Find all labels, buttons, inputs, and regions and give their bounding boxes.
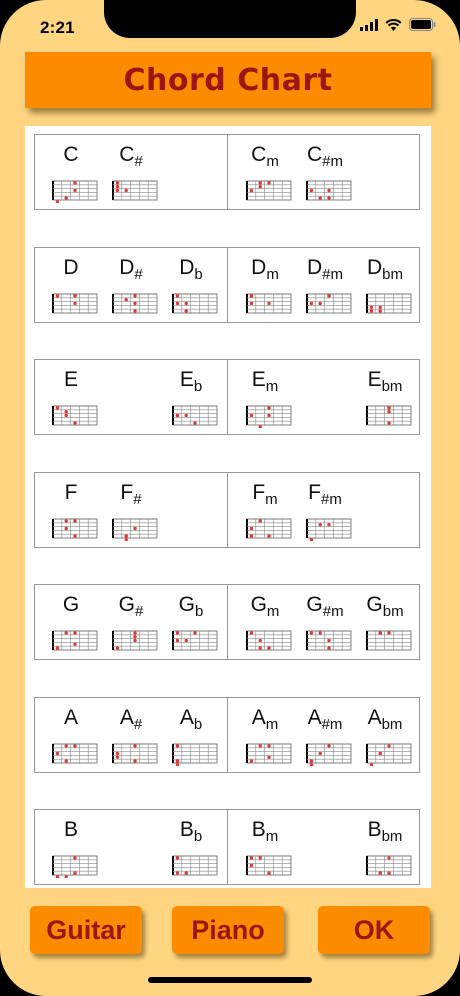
fretboard-diagram bbox=[51, 517, 99, 541]
chord-label bbox=[43, 593, 99, 617]
row-divider bbox=[227, 135, 228, 209]
chord-label bbox=[103, 593, 159, 620]
fretboard-diagram bbox=[365, 292, 413, 316]
chord-root: C bbox=[119, 143, 135, 166]
chord-modifier: # bbox=[134, 153, 143, 170]
chord-root: G bbox=[306, 593, 323, 616]
chord-label bbox=[237, 593, 293, 620]
chord-label bbox=[237, 368, 293, 395]
fretboard-diagram bbox=[365, 629, 413, 653]
fretboard-diagram bbox=[111, 292, 159, 316]
chord-root: F bbox=[120, 480, 134, 504]
chord-root: D bbox=[366, 255, 383, 279]
ok-button[interactable]: OK bbox=[318, 906, 430, 954]
chord-root: A bbox=[367, 705, 382, 729]
fretboard-diagram bbox=[245, 179, 293, 203]
fretboard-diagram bbox=[171, 404, 219, 428]
chord-root: E bbox=[251, 368, 266, 391]
fretboard-diagram bbox=[245, 854, 293, 878]
chord-root: C bbox=[251, 143, 267, 166]
chord-label bbox=[103, 256, 159, 283]
row-divider bbox=[227, 585, 228, 659]
fretboard-diagram bbox=[305, 517, 353, 541]
chord-chart-panel bbox=[25, 126, 431, 888]
chord-modifier: #m bbox=[321, 715, 343, 733]
chord-root: D bbox=[63, 255, 79, 279]
cellular-signal-icon bbox=[360, 19, 378, 31]
chord-cell[interactable] bbox=[43, 585, 99, 657]
chord-cell[interactable] bbox=[237, 360, 293, 432]
chord-row bbox=[34, 809, 420, 885]
fretboard-diagram bbox=[245, 404, 293, 428]
chord-root: G bbox=[118, 593, 135, 616]
chord-root: C bbox=[63, 143, 79, 166]
chord-root: E bbox=[63, 368, 78, 391]
fretboard-diagram bbox=[305, 179, 353, 203]
chord-cell[interactable] bbox=[43, 473, 99, 545]
chord-label bbox=[297, 481, 353, 508]
chord-cell[interactable] bbox=[163, 248, 219, 320]
chord-cell[interactable] bbox=[357, 585, 413, 657]
chord-root: A bbox=[179, 705, 194, 729]
chord-modifier: # bbox=[135, 603, 144, 620]
chord-row bbox=[34, 472, 420, 548]
chord-label bbox=[237, 481, 293, 508]
row-divider bbox=[227, 810, 228, 884]
chord-root: G bbox=[62, 593, 80, 616]
chord-row bbox=[34, 247, 420, 323]
chord-label bbox=[297, 143, 353, 170]
chord-modifier: bm bbox=[381, 828, 403, 845]
fretboard-diagram bbox=[171, 629, 219, 653]
chord-label bbox=[43, 706, 99, 730]
chord-label bbox=[237, 143, 293, 170]
chord-label bbox=[43, 143, 99, 167]
fretboard-diagram bbox=[365, 742, 413, 766]
chord-modifier: b bbox=[193, 378, 203, 395]
chord-root: E bbox=[367, 368, 382, 391]
piano-button[interactable]: Piano bbox=[172, 906, 284, 954]
chord-label bbox=[237, 256, 293, 283]
chord-cell[interactable] bbox=[43, 360, 99, 432]
chord-modifier: bm bbox=[381, 715, 403, 733]
chord-modifier: #m bbox=[322, 153, 343, 170]
chord-modifier: m bbox=[266, 265, 279, 283]
chord-cell[interactable] bbox=[163, 698, 219, 770]
chord-label bbox=[163, 818, 219, 845]
chord-label bbox=[357, 593, 413, 620]
chord-label bbox=[43, 481, 99, 505]
chord-cell[interactable] bbox=[43, 248, 99, 320]
chord-label bbox=[103, 143, 159, 170]
chord-label bbox=[43, 368, 99, 392]
chord-cell[interactable] bbox=[237, 810, 293, 882]
chord-label bbox=[103, 481, 159, 508]
fretboard-diagram bbox=[245, 742, 293, 766]
chord-row bbox=[34, 359, 420, 435]
fretboard-diagram bbox=[111, 742, 159, 766]
chord-cell[interactable] bbox=[163, 360, 219, 432]
battery-icon bbox=[409, 18, 436, 31]
chord-cell[interactable] bbox=[237, 248, 293, 320]
fretboard-diagram bbox=[51, 404, 99, 428]
chord-modifier: b bbox=[193, 715, 203, 733]
chord-label bbox=[357, 256, 413, 283]
chord-root: D bbox=[179, 255, 195, 279]
chord-modifier: b bbox=[195, 603, 204, 620]
chord-cell[interactable] bbox=[297, 585, 353, 657]
chord-modifier: m bbox=[266, 153, 279, 170]
chord-cell[interactable] bbox=[237, 585, 293, 657]
fretboard-diagram bbox=[305, 629, 353, 653]
chord-label bbox=[357, 706, 413, 733]
chord-row bbox=[34, 134, 420, 210]
chord-root: A bbox=[251, 705, 266, 729]
chord-row bbox=[34, 584, 420, 660]
chord-cell[interactable] bbox=[237, 473, 293, 545]
fretboard-diagram bbox=[365, 404, 413, 428]
chord-root: B bbox=[367, 818, 382, 841]
fretboard-diagram bbox=[111, 179, 159, 203]
chord-label bbox=[163, 256, 219, 283]
chord-label bbox=[43, 256, 99, 280]
row-divider bbox=[227, 360, 228, 434]
chord-root: D bbox=[251, 255, 267, 279]
chord-modifier: bm bbox=[382, 603, 404, 620]
chord-cell[interactable] bbox=[103, 135, 159, 207]
chord-modifier: m bbox=[265, 378, 279, 395]
chord-root: D bbox=[119, 255, 135, 279]
chord-cell[interactable] bbox=[43, 135, 99, 207]
chord-root: C bbox=[306, 143, 323, 166]
chord-cell[interactable] bbox=[43, 810, 99, 882]
chord-root: B bbox=[63, 818, 78, 841]
chord-label bbox=[297, 256, 353, 283]
chord-root: F bbox=[308, 480, 321, 504]
fretboard-diagram bbox=[305, 292, 353, 316]
fretboard-diagram bbox=[245, 629, 293, 653]
chord-modifier: # bbox=[133, 490, 142, 508]
fretboard-diagram bbox=[51, 179, 99, 203]
wifi-icon bbox=[385, 19, 402, 31]
chord-root: G bbox=[178, 593, 195, 616]
chord-cell[interactable] bbox=[297, 135, 353, 207]
fretboard-diagram bbox=[171, 854, 219, 878]
chord-label bbox=[103, 706, 159, 733]
chord-label bbox=[357, 368, 413, 395]
fretboard-diagram bbox=[51, 629, 99, 653]
chord-modifier: b bbox=[194, 265, 203, 283]
fretboard-diagram bbox=[51, 292, 99, 316]
chord-label bbox=[163, 593, 219, 620]
fretboard-diagram bbox=[245, 517, 293, 541]
chord-label bbox=[163, 368, 219, 395]
guitar-button[interactable]: Guitar bbox=[30, 906, 142, 954]
chord-modifier: #m bbox=[320, 490, 342, 508]
chord-root: B bbox=[251, 818, 266, 841]
chord-modifier: #m bbox=[322, 265, 343, 283]
fretboard-diagram bbox=[245, 292, 293, 316]
chord-modifier: b bbox=[193, 828, 203, 845]
fretboard-diagram bbox=[171, 292, 219, 316]
chord-cell[interactable] bbox=[103, 585, 159, 657]
chord-cell[interactable] bbox=[357, 698, 413, 770]
row-divider bbox=[227, 248, 228, 322]
chord-modifier: m bbox=[265, 490, 278, 508]
chord-cell[interactable] bbox=[357, 360, 413, 432]
row-divider bbox=[227, 698, 228, 772]
chord-cell[interactable] bbox=[297, 473, 353, 545]
status-icons bbox=[360, 18, 436, 31]
chord-modifier: m bbox=[265, 828, 279, 845]
title-bar bbox=[25, 52, 431, 108]
fretboard-diagram bbox=[51, 854, 99, 878]
chord-cell[interactable] bbox=[163, 585, 219, 657]
fretboard-diagram bbox=[171, 742, 219, 766]
chord-root: F bbox=[252, 480, 266, 504]
device-notch bbox=[104, 0, 356, 38]
chord-cell[interactable] bbox=[103, 473, 159, 545]
fretboard-diagram bbox=[365, 854, 413, 878]
chord-cell[interactable] bbox=[103, 698, 159, 770]
fretboard-diagram bbox=[111, 629, 159, 653]
chord-root: G bbox=[366, 593, 383, 616]
chord-root: A bbox=[119, 705, 134, 729]
chord-root: D bbox=[306, 255, 323, 279]
chord-label bbox=[163, 706, 219, 733]
chord-row bbox=[34, 697, 420, 773]
chord-modifier: bm bbox=[381, 378, 403, 395]
chord-label bbox=[297, 593, 353, 620]
chord-root: F bbox=[64, 480, 78, 504]
chord-label bbox=[297, 706, 353, 733]
chord-modifier: bm bbox=[382, 265, 403, 283]
fretboard-diagram bbox=[51, 742, 99, 766]
status-time: 2:21 bbox=[40, 18, 75, 37]
chord-cell[interactable] bbox=[103, 248, 159, 320]
chord-root: B bbox=[179, 818, 194, 841]
chord-label bbox=[237, 706, 293, 733]
chord-root: G bbox=[250, 593, 267, 616]
chord-label bbox=[357, 818, 413, 845]
chord-root: A bbox=[307, 705, 322, 729]
chord-cell[interactable] bbox=[237, 135, 293, 207]
home-indicator bbox=[148, 977, 312, 983]
chord-modifier: # bbox=[133, 715, 143, 733]
page-title: Chord Chart bbox=[123, 62, 333, 98]
chord-modifier: m bbox=[265, 715, 279, 733]
chord-root: E bbox=[179, 368, 194, 391]
chord-root: A bbox=[63, 705, 78, 729]
fretboard-diagram bbox=[305, 742, 353, 766]
chord-cell[interactable] bbox=[297, 248, 353, 320]
chord-label bbox=[237, 818, 293, 845]
chord-cell[interactable] bbox=[357, 248, 413, 320]
chord-modifier: # bbox=[134, 265, 143, 283]
chord-cell[interactable] bbox=[163, 810, 219, 882]
chord-cell[interactable] bbox=[357, 810, 413, 882]
chord-label bbox=[43, 818, 99, 842]
chord-modifier: #m bbox=[322, 603, 344, 620]
chord-cell[interactable] bbox=[297, 698, 353, 770]
row-divider bbox=[227, 473, 228, 547]
chord-cell[interactable] bbox=[43, 698, 99, 770]
chord-cell[interactable] bbox=[237, 698, 293, 770]
fretboard-diagram bbox=[111, 517, 159, 541]
chord-modifier: m bbox=[266, 603, 280, 620]
